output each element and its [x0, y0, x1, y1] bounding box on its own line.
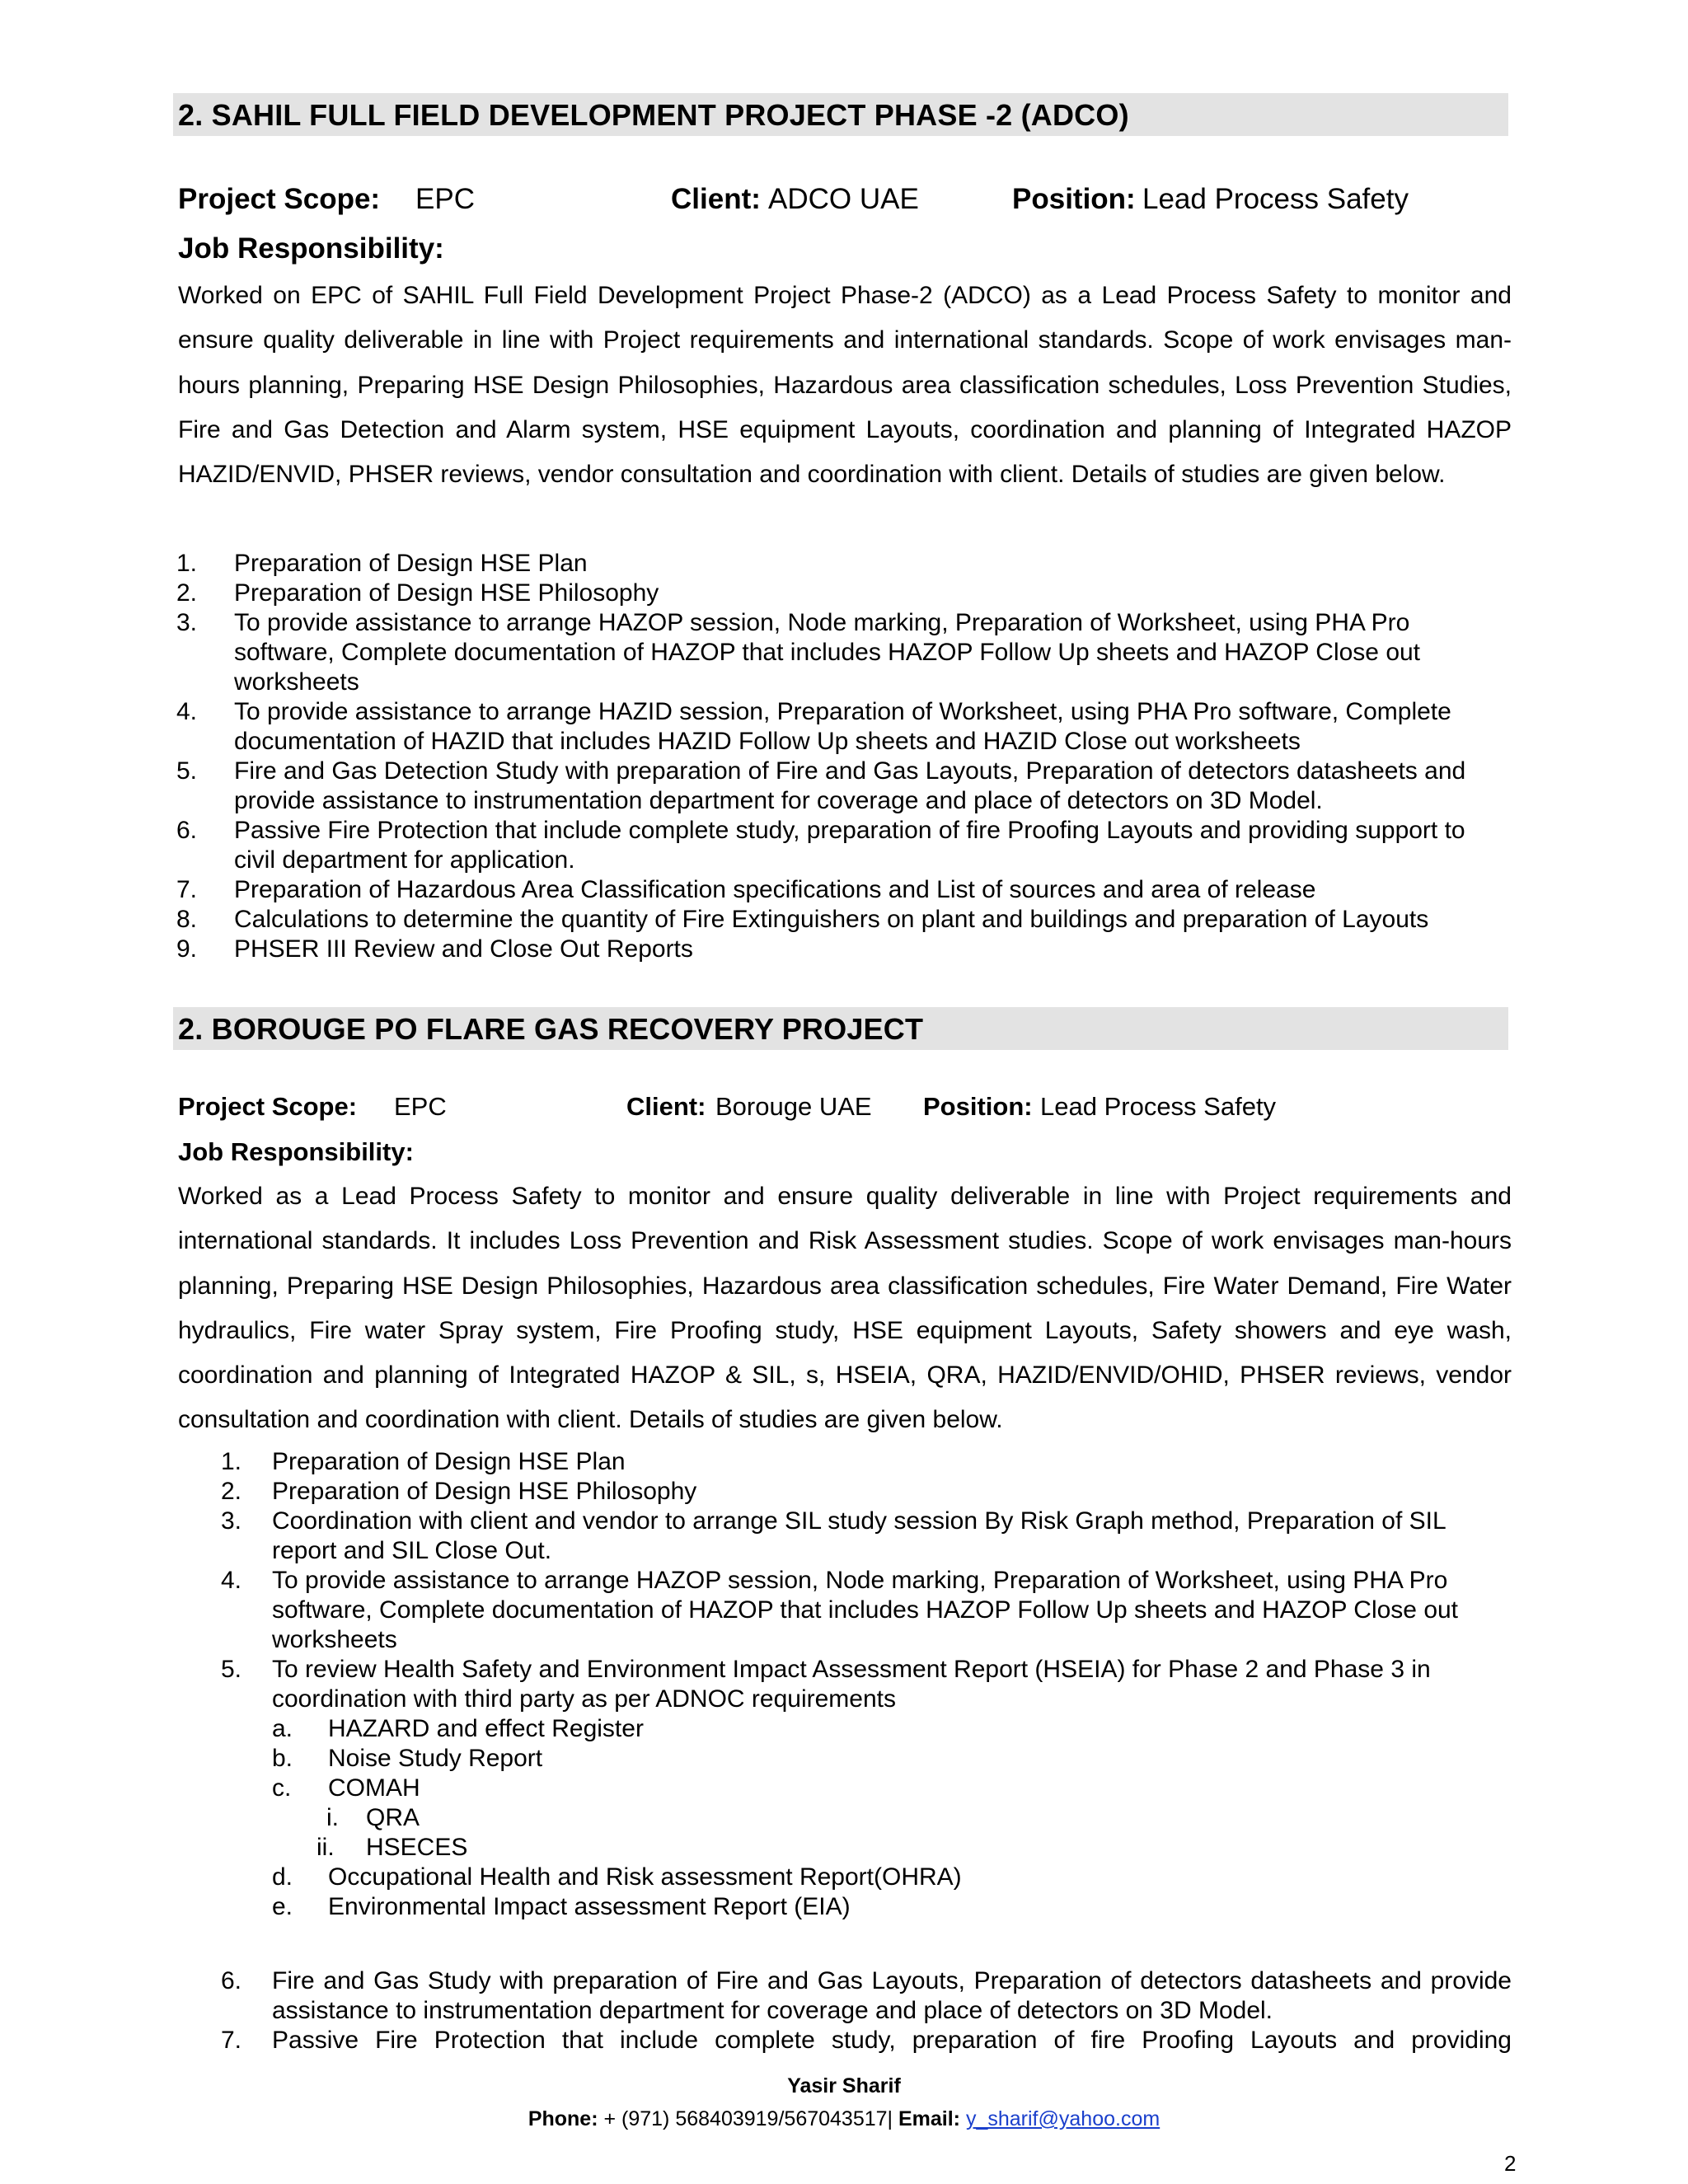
sub-list-item: a. HAZARD and effect Register — [272, 1715, 644, 1742]
sub-list-item: b. Noise Study Report — [272, 1745, 543, 1772]
hseia-sublist — [221, 1714, 1512, 1922]
sub-sub-list-item: ii. HSECES — [316, 1834, 468, 1861]
client-value: Borouge UAE — [715, 1092, 872, 1121]
section-title: 2. BOROUGE PO FLARE GAS RECOVERY PROJECT — [178, 1012, 924, 1046]
email-label: Email: — [898, 2107, 961, 2130]
job-responsibility-heading: Job Responsibility: — [178, 232, 444, 265]
study-list — [176, 549, 1512, 964]
phone-value: + (971) 568403919/567043517| — [598, 2107, 898, 2130]
phone-label: Phone: — [528, 2107, 598, 2130]
list-item: 5. Fire and Gas Detection Study with preparation of Fire and Gas Layouts, Preparation of detectors datasheets and provide assistance to instrumentation department for coverage and place of detectors on 3D Model. — [176, 757, 1466, 814]
section-heading-sahil — [173, 93, 1508, 136]
list-item: 8. Calculations to determine the quantity of Fire Extinguishers on plant and buildings and preparation of Layouts — [176, 906, 1429, 933]
scope-value: EPC — [415, 183, 475, 215]
project-meta — [178, 183, 1513, 216]
study-list-continued — [221, 1966, 1512, 2055]
section-heading-borouge — [173, 1007, 1508, 1050]
list-item: 7. Passive Fire Protection that include complete study, preparation of fire Proofing Layouts and providing — [221, 2027, 1512, 2054]
list-item: 6. Passive Fire Protection that include complete study, preparation of fire Proofing Layouts and providing support to civil department for application. — [176, 817, 1465, 874]
job-description: Worked on EPC of SAHIL Full Field Development Project Phase-2 (ADCO) as a Lead Process Safety to monitor and ensure quality deliverable in line with Project requirements and international standards. Scope of work envisages man-hours planning, Preparing HSE Design Philosophies, Hazardous area classification schedules, Loss Prevention Studies, Fire and Gas Detection and Alarm system, HSE equipment Layouts, coordination and planning of Integrated HAZOP HAZID/ENVID, PHSER reviews, vendor consultation and coordination with client. Details of studies are given below. — [178, 282, 1512, 489]
scope-label: Project Scope: — [178, 183, 381, 215]
footer-name: Yasir Sharif — [787, 2074, 901, 2097]
section-title: 2. SAHIL FULL FIELD DEVELOPMENT PROJECT PHASE -2 (ADCO) — [178, 98, 1129, 132]
job-responsibility-heading: Job Responsibility: — [178, 1137, 414, 1166]
comah-sublist — [221, 1803, 1512, 1863]
study-list — [221, 1447, 1512, 1922]
list-item: 4. To provide assistance to arrange HAZID session, Preparation of Worksheet, using PHA Pro software, Complete documentation of HAZID that includes HAZID Follow Up sheets and HAZID Close out worksheets — [176, 698, 1451, 755]
sub-list-item: c. COMAH i. QRA ii. HSECES — [221, 1774, 1512, 1863]
position-value: Lead Process Safety — [1142, 183, 1409, 215]
list-item: 1. Preparation of Design HSE Plan — [176, 550, 588, 577]
list-item: 9. PHSER III Review and Close Out Reports — [176, 935, 693, 963]
scope-value: EPC — [394, 1092, 447, 1121]
job-description: Worked as a Lead Process Safety to monitor and ensure quality deliverable in line with Project requirements and international standards. It includes Loss Prevention and Risk Assessment studies. Scope of work envisages man-hours planning, Preparing HSE Design Philosophies, Hazardous area classification schedules, Fire Water Demand, Fire Water hydraulics, Fire water Spray system, Fire Proofing study, HSE equipment Layouts, Safety showers and eye wash, coordination and planning of Integrated HAZOP & SIL, s, HSEIA, QRA, HAZID/ENVID/OHID, PHSER reviews, vendor consultation and coordination with client. Details of studies are given below. — [178, 1183, 1512, 1434]
list-item: 2. Preparation of Design HSE Philosophy — [221, 1478, 697, 1505]
project-meta — [178, 1092, 1513, 1122]
list-item: 3. Coordination with client and vendor to arrange SIL study session By Risk Graph method, Preparation of SIL report and SIL Close Out. — [221, 1507, 1446, 1564]
list-item: 4. To provide assistance to arrange HAZOP session, Node marking, Preparation of Worksheet, using PHA Pro software, Complete documentation of HAZOP that includes HAZOP Follow Up sheets and HAZOP Close out worksheets — [221, 1567, 1459, 1653]
email-link[interactable]: y_sharif@yahoo.com — [965, 2107, 1160, 2130]
position-label: Position: — [1012, 183, 1136, 215]
sub-sub-list-item: i. QRA — [326, 1804, 420, 1831]
list-item: 5. To review Health Safety and Environment Impact Assessment Report (HSEIA) for Phase 2 and Phase 3 in coordination with third party as per ADNOC requirements a. HAZARD and effect Register b. Noise Study Report c. COMAH i. QRA ii. HSECES d. Occupational Health and Risk assessment Report(OHRA) e. Environmental Impact assessment Report (EIA) — [221, 1655, 1512, 1922]
footer-contact — [0, 2107, 1688, 2131]
list-item: 7. Preparation of Hazardous Area Classification specifications and List of sources and area of release — [176, 876, 1316, 903]
client-label: Client: — [626, 1092, 706, 1121]
position-value: Lead Process Safety — [1040, 1092, 1277, 1121]
list-item: 1. Preparation of Design HSE Plan — [221, 1448, 626, 1475]
position-label: Position: — [923, 1092, 1033, 1121]
list-item: 6. Fire and Gas Study with preparation of Fire and Gas Layouts, Preparation of detectors datasheets and provide assistance to instrumentation department for coverage and place of detectors on 3D Model. — [221, 1967, 1512, 2024]
list-item: 3. To provide assistance to arrange HAZOP session, Node marking, Preparation of Worksheet, using PHA Pro software, Complete documentation of HAZOP that includes HAZOP Follow Up sheets and HAZOP Close out worksheets — [176, 609, 1421, 696]
sub-list-item: d. Occupational Health and Risk assessment Report(OHRA) — [272, 1863, 962, 1891]
client-value: ADCO UAE — [768, 183, 919, 215]
page-number: 2 — [1504, 2151, 1517, 2176]
list-item: 2. Preparation of Design HSE Philosophy — [176, 579, 659, 607]
client-label: Client: — [671, 183, 761, 215]
scope-label: Project Scope: — [178, 1092, 358, 1121]
sub-list-item: e. Environmental Impact assessment Report (EIA) — [272, 1893, 851, 1920]
